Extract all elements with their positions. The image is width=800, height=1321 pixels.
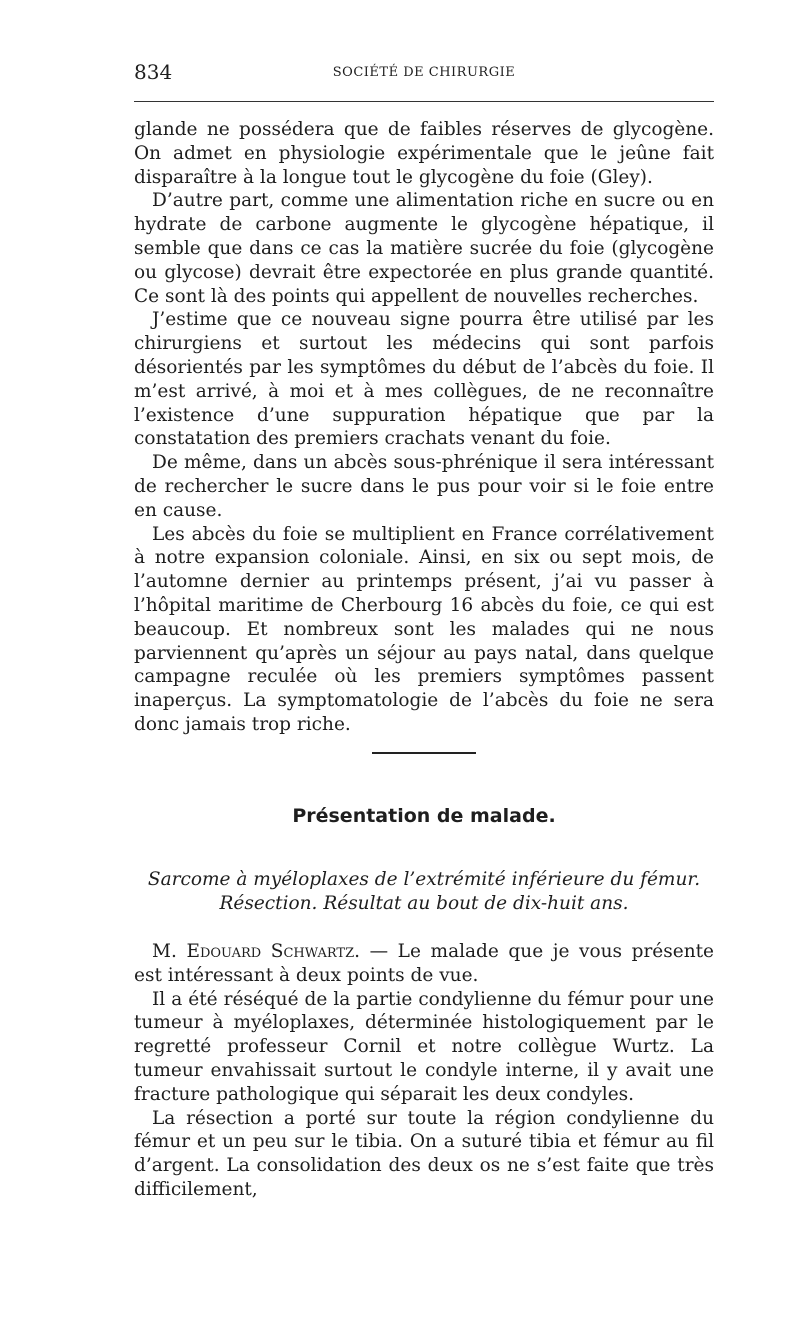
speaker-paragraph xyxy=(134,940,714,988)
paragraph: glande ne possédera que de faibles réserves de glycogène. On admet en physiologie expérimentale que le jeûne fait disparaître à la longue tout le glycogène du foie (Gley). xyxy=(134,119,714,188)
speaker-prefix: M. xyxy=(152,941,177,962)
paragraph: Les abcès du foie se multiplient en France corrélativement à notre expansion coloniale. Ainsi, en six ou sept mois, de l’automne dernier au printemps présent, j’ai vu passer à l’hôpital maritime de Cherbourg 16 abcès du foie, ce qui est beaucoup. Et nombreux sont les malades qui ne nous parviennent qu’après un séjour au pays natal, dans quelque campagne reculée où les premiers symptômes passent inaperçus. La symptomatologie de l’abcès du foie ne sera donc jamais trop riche. xyxy=(134,523,714,735)
paragraph: D’autre part, comme une alimentation riche en sucre ou en hydrate de carbone augmente le glycogène hépatique, il semble que dans ce cas la matière sucrée du foie (glycogène ou glycose) devrait être expectorée en plus grande quantité. Ce sont là des points qui appellent de nouvelles recherches. xyxy=(134,190,714,307)
section-subtitle xyxy=(134,868,714,916)
section-title: Présentation de malade. xyxy=(292,805,556,827)
paragraph: J’estime que ce nouveau signe pourra être utilisé par les chirurgiens et surtout les médecins qui sont parfois désorientés par les symptômes du début de l’abcès du foie. Il m’est arrivé, à moi et à mes collègues, de ne reconnaître l’existence d’une suppuration hépatique que par la constatation des premiers crachats venant du foie. xyxy=(134,309,714,450)
subtitle-line: Sarcome à myéloplaxes de l’extrémité inférieure du fémur. xyxy=(147,869,701,890)
page-number: 834 xyxy=(134,60,173,84)
running-header xyxy=(134,60,714,90)
speaker-name: Edouard Schwartz. xyxy=(186,941,360,962)
running-title: SOCIÉTÉ DE CHIRURGIE xyxy=(332,65,516,80)
paragraph: De même, dans un abcès sous-phrénique il sera intéressant de rechercher le sucre dans le pus pour voir si le foie entre en cause. xyxy=(134,452,714,521)
subtitle-line: Résection. Résultat au bout de dix-huit ans. xyxy=(219,893,629,914)
paragraph: La résection a porté sur toute la région condylienne du fémur et un peu sur le tibia. On a suturé tibia et fémur au fil d’argent. La consolidation des deux os ne s’est faite que très difficilement, xyxy=(134,1107,714,1200)
header-rule xyxy=(134,101,714,102)
section-separator xyxy=(372,752,476,754)
body-text-bottom xyxy=(134,940,714,1202)
body-text-top xyxy=(134,118,714,737)
paragraph: Il a été réséqué de la partie condylienne du fémur pour une tumeur à myéloplaxes, déterminée histologiquement par le regretté professeur Cornil et notre collègue Wurtz. La tumeur envahissait surtout le condyle interne, il y avait une fracture pathologique qui séparait les deux condyles. xyxy=(134,988,714,1105)
speaker-text: — Le malade que je vous présente est intéressant à deux points de vue. xyxy=(134,941,714,986)
